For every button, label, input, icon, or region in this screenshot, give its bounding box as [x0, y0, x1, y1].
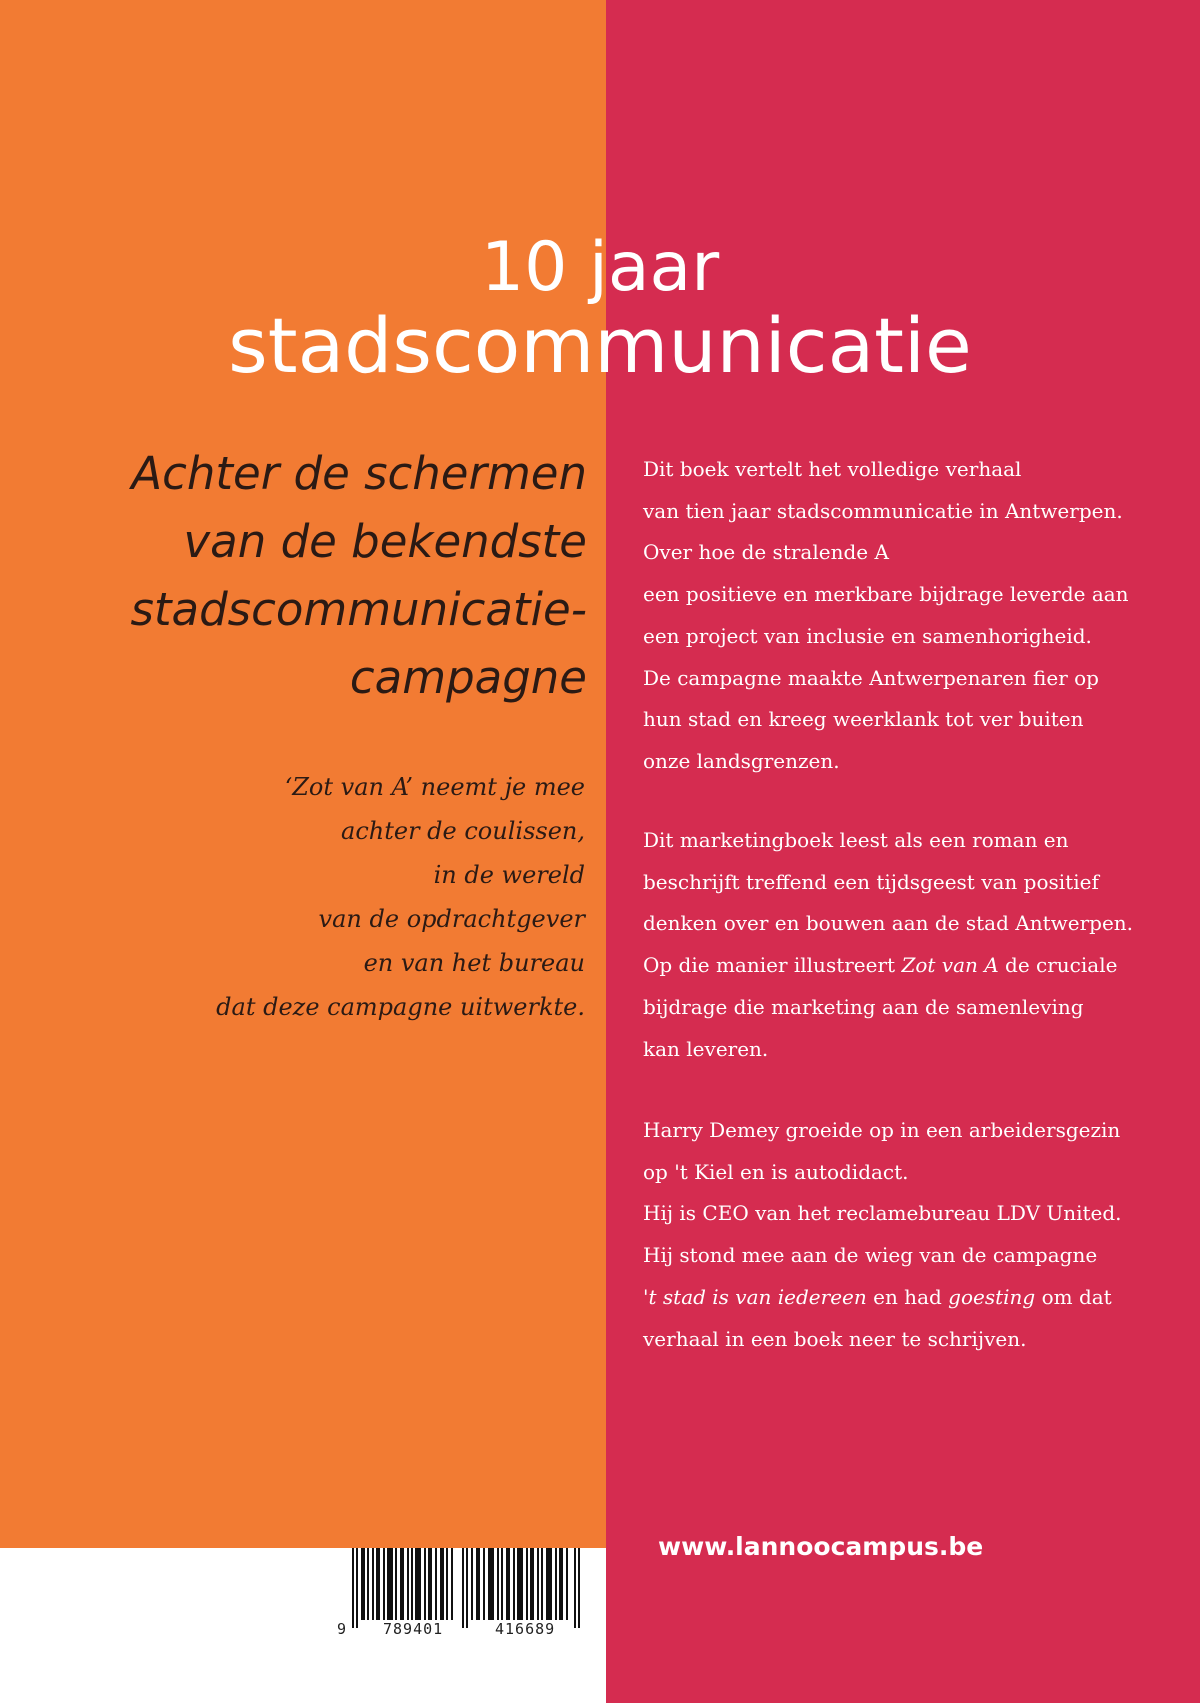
- publisher-website[interactable]: www.lannoocampus.be: [658, 1532, 984, 1561]
- barcode: [352, 1548, 584, 1628]
- text-line: Hij stond mee aan de wieg van de campagne: [643, 1243, 1098, 1268]
- quote-line: achter de coulissen,: [341, 817, 585, 845]
- text-line: Harry Demey groeide op in een arbeidersgezin: [643, 1118, 1121, 1142]
- text-line: een project van inclusie en samenhorigheid.: [643, 623, 1092, 648]
- subtitle-line: stadscommunicatie-: [130, 583, 587, 636]
- text-line: verhaal in een boek neer te schrijven.: [643, 1326, 1027, 1351]
- description-paragraph-1: [643, 449, 1163, 783]
- text-line: een positieve en merkbare bijdrage leverde aan: [643, 582, 1129, 607]
- text-fragment: de cruciale: [998, 953, 1118, 978]
- quote-line: in de wereld: [433, 861, 585, 889]
- description-paragraph-3: [643, 1110, 1163, 1360]
- text-line: van tien jaar stadscommunicatie in Antwerpen.: [643, 498, 1123, 523]
- isbn-group-1: 789401: [383, 1620, 444, 1638]
- text-line: De campagne maakte Antwerpenaren fier op: [643, 665, 1099, 690]
- subtitle-line: van de bekendste: [183, 515, 587, 568]
- text-line: denken over en bouwen aan de stad Antwerpen.: [643, 911, 1134, 936]
- text-line: Over hoe de stralende A: [643, 540, 889, 565]
- text-line: kan leveren.: [643, 1036, 769, 1061]
- isbn-group-2: 416689: [495, 1620, 556, 1638]
- text-line: onze landsgrenzen.: [643, 748, 840, 773]
- text-fragment: en had: [866, 1284, 949, 1309]
- quote-line: en van het bureau: [363, 949, 585, 977]
- text-fragment: om dat: [1035, 1284, 1112, 1309]
- title-line-1: 10 jaar: [480, 228, 720, 307]
- quote-line: van de opdrachtgever: [318, 905, 585, 933]
- text-line: [643, 945, 1163, 987]
- subtitle: [27, 440, 587, 712]
- text-line: op 't Kiel en is autodidact.: [643, 1159, 909, 1184]
- title-line-2: stadscommunicatie: [228, 301, 972, 390]
- campaign-slogan-italic: 't stad is van iedereen: [643, 1284, 867, 1309]
- text-line: Dit marketingboek leest als een roman en: [643, 828, 1069, 852]
- subtitle-line: Achter de schermen: [131, 447, 587, 500]
- text-line: [643, 1277, 1163, 1319]
- subtitle-line: campagne: [349, 651, 587, 704]
- text-line: bijdrage die marketing aan de samenleving: [643, 994, 1084, 1019]
- text-line: beschrijft treffend een tijdsgeest van positief: [643, 869, 1099, 894]
- quote-line: ‘Zot van A’ neemt je mee: [284, 773, 585, 801]
- text-line: Dit boek vertelt het volledige verhaal: [643, 457, 1022, 481]
- text-fragment: Op die manier illustreert: [643, 953, 902, 978]
- description-paragraph-2: [643, 820, 1163, 1070]
- dialect-word-italic: goesting: [948, 1284, 1036, 1309]
- isbn-prefix: 9: [337, 1620, 348, 1638]
- book-title-italic: Zot van A: [901, 953, 999, 978]
- text-line: Hij is CEO van het reclamebureau LDV United.: [643, 1201, 1122, 1226]
- pull-quote: [165, 765, 585, 1029]
- text-line: hun stad en kreeg weerklank tot ver buiten: [643, 707, 1084, 732]
- quote-line: dat deze campagne uitwerkte.: [216, 993, 585, 1021]
